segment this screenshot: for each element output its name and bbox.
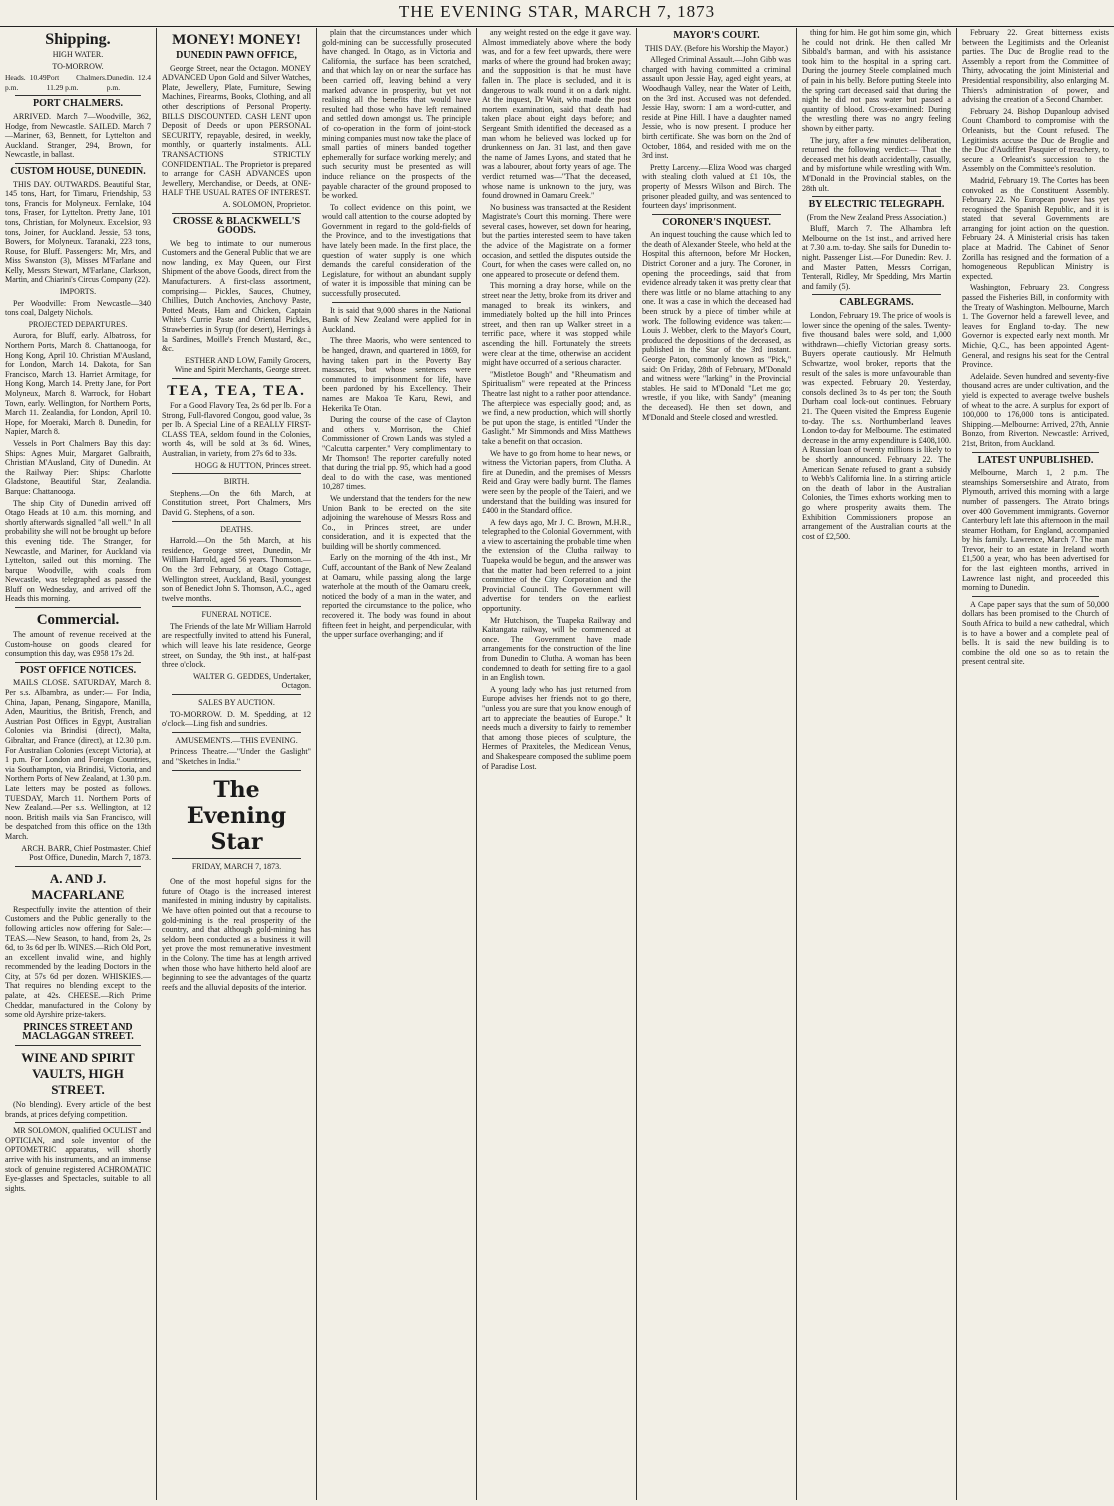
inquest-verdict-text: The jury, after a few minutes deliberation, returned the following verdict:— That the deceased met his death accidentally, casually, and by misfortune while wrestling with Wm. M'Donald in the Provincial stables, on the 28th ult. <box>802 135 951 193</box>
princes-street-heading: PRINCES STREET AND MACLAGGAN STREET. <box>22 1021 134 1043</box>
column-4 <box>477 28 636 1500</box>
coroners-inquest-heading: CORONER'S INQUEST. <box>662 216 771 228</box>
press-association-sub: (From the New Zealand Press Association.) <box>806 212 947 222</box>
imports-text: Per Woodville: From Newcastle—340 tons coal, Dalgety Nichols. <box>5 298 151 318</box>
newspaper-title: The Evening Star <box>186 776 287 855</box>
inquest-oamaru-text: any weight rested on the edge it gave way. Almost immediately above where the body was, and for a few feet upwards, there were marks of where the ground had broken away; and the supposition is that he must have fallen in. The place is secluded, and it is dangerous to walk round it on a dark night. At the inquest, Dr Wait, who made the post mortem examination, said that death had taken place about eight days before; and Sergeant Smith identified the deceased as a man whom he believed was locked up for drunkenness on Jan. 31 last, and then gave the name of James Lyons, and stated that he was a labourer, about forty years of age. The verdict returned was—"That the deceased, whose name is unknown to the jury, was found drowned in Oamaru Creek." <box>482 28 631 201</box>
column-6 <box>797 28 956 1500</box>
pawn-office-heading: DUNEDIN PAWN OFFICE, <box>176 50 297 61</box>
sales-by-auction-text: TO-MORROW. D. M. Spedding, at 12 o'clock—Ling fish and sundries. <box>162 709 311 729</box>
crosse-blackwell-heading: CROSSE & BLACKWELL'S GOODS. <box>172 215 301 237</box>
clutha-railway-news: A few days ago, Mr J. C. Brown, M.H.R., telegraphed to the Colonial Government, with a view to ascertaining the probable time when the extension of the Clutha railway to Tuapeka would be begun, and the answer was that the matter had been referred to a joint committee of the City Corporation and the Provincial Council. The Government will advertise for tenders on the earliest opportunity. <box>482 517 632 614</box>
tide-dunedin: Dunedin. 12.4 p.m. <box>106 73 151 92</box>
column-3 <box>317 28 476 1500</box>
solomon-oculist-text: MR SOLOMON, qualified OCULIST and OPTICIAN, and sole inventor of the OPTOMETRIC apparatus, will shortly arrive with his instruments, and an immense stock of genuine registered ACHROMATIC Eye-glasses and Spectacles, suitable to all sights. <box>5 1126 151 1193</box>
custom-house-text: THIS DAY. OUTWARDS. Beautiful Star, 145 tons, Hart, for Timaru, Friendship, 53 tons, Francis for Molyneux. Fernlake, 104 tons, Fraser, for Lyttelton. Pretty Jane, 101 tons, Christian, for Molyneux. Excelsior, 93 tons, Joiner, for Auckland. Jessie, 53 tons, Bowers, for Molyneux. Taranaki, 223 tons, Rouse, for Bluff. Passengers: Mr, Mrs, and Miss Swanston (3), Misses M'Farlane and Kelly, Messrs Stewart, M'Farlane, Clarkson, Martin, and Chiarini's Circus Company (22). <box>5 179 151 285</box>
leader-continued-text: plain that the circumstances under which gold-mining can be successfully prosecuted have changed. In Otago, as in Victoria and California, the surface has been scratched, and that which lay on or near the surface has been carried off, leaving behind a very marked advance in prosperity, but yet not realising all the benefits that would have resulted had those who have left remained and settled down amongst us. The principle of co-operation in the form of joint-stock mining companies must now take the place of small parties of miners banded together ephemerally for surface working merely; and such security must be presented as will induce reliance on the prospects of the payable character of the ground proposed to be worked. <box>322 28 471 201</box>
sales-by-auction-heading: SALES BY AUCTION. <box>198 698 275 708</box>
column-1 <box>0 28 156 1500</box>
post-office-heading: POST OFFICE NOTICES. <box>19 664 137 676</box>
wine-vaults-heading: WINE AND SPIRIT VAULTS, HIGH STREET. <box>21 1050 135 1098</box>
washington-melbourne-news-text: Washington, February 23. Congress passed the Fisheries Bill, in conformity with the Treaty of Washington. Melbourne, March 1. The Governor held a farewell levee, and leaves for England to-day. The new Governor is expected early next month. Mr Michie, Q.C., has been appointed Agent-General, and resigns his seat for the Central Province. <box>962 283 1109 370</box>
latest-unpublished-text: Melbourne, March 1, 2 p.m. The steamships Somersetshire and Atrato, from Plymouth, arrived this morning with a large number of passengers. The Atrato brings over 400 Government immigrants. Governor Canterbury left late this afternoon in the mail steamer Hotham, for England, accompanied by his family. Lawrence, March 7. The man Trevor, heir to an estate in Ireland worth £1,500 a year, who has been advertised for for the last eighteen months, arrived in Lawrence last night, and proceeded this morning to Dunedin. <box>962 468 1109 593</box>
issue-date: FRIDAY, MARCH 7, 1873. <box>191 861 282 871</box>
high-water-heading: HIGH WATER. <box>52 50 104 59</box>
column-2 <box>157 28 316 1500</box>
amusements-heading: AMUSEMENTS.—THIS EVENING. <box>175 735 298 745</box>
national-bank-news: It is said that 9,000 shares in the National Bank of New Zealand were applied for in Auckland. <box>322 305 471 334</box>
pawn-office-signature: A. SOLOMON, Proprietor. <box>222 199 311 209</box>
mayors-court-larceny-text: Pretty Larceny.—Eliza Wood was charged with stealing cloth valued at £1 10s, the property of Messrs Wilson and Birch. The prisoner pleaded guilty, and was sentenced to fourteen days' imprisonment. <box>642 162 791 211</box>
wine-vaults-text: (No blending). Every article of the best brands, at prices defying competition. <box>5 1100 151 1119</box>
coroners-inquest-text: An inquest touching the cause which led to the death of Alexander Steele, who held at the Hospital this afternoon, before Mr Hocken, District Coroner and a jury. The Coroner, in opening the proceedings, said that from evidence already taken it was pretty clear that there was little or no blame attaching to any one. It was a case in which the deceased had been struck by a piece of timber while at work. The following evidence was taken:— Louis J. Webber, clerk to the Mayor's Court, produced the depositions of the deceased, as published in the Star of the 3rd instant. George Paton, commonly known as "Pick," said: On Friday, 28th of February, M'Donald and witness were "larking" in the Provincial stables. He said to M'Donald "Let me go; wrestle, if you like, with Sandy" (meaning the deceased). He then set down, and M'Donald and Steele closed and wrestled. <box>642 230 792 422</box>
cablegrams-heading: CABLEGRAMS. <box>839 297 914 309</box>
railway-tenders-news: Mr Hutchison, the Tuapeka Railway and Kaitangata railway, will be commenced at once. The Government have made arrangements for the construction of the line from Dunedin to Clutha. A woman has been condemned to death for setting fire to a gaol in an English town. <box>482 615 631 683</box>
tea-text: For a Good Flavory Tea, 2s 6d per lb. For a Strong, Full-flavored Congou, good value, 3s per lb. A Special Line of a REALLY FIRST-CLASS TEA, seldom found in the Colonies, worth 4s, will be sold at 3s 6d. Wines, Australian, in variety, from 27s 6d to 33s. <box>162 401 311 458</box>
funeral-notice-signature: WALTER G. GEDDES, Undertaker, Octagon. <box>192 671 311 691</box>
deaths-text: Harrold.—On the 5th March, at his residence, George street, Dunedin, Mr William Harrold, aged 56 years. Thomson.—On the 3rd February, at Otago Cottage, Wellington street, Auckland, Basil, youngest son of Benedict John S. Thomson, A.C., aged twelve months. <box>162 536 311 603</box>
tide-heads: Heads. 10.49 p.m. <box>5 73 47 92</box>
chambord-news-text: February 24. Bishop Dupanloup advised Count Chambord to compromise with the Orleanists, but the Count refused. The Legitimists accuse the Duc de Broglie and the Duc d'Audiffret Pasquier of treachery, to secure a Orleanist's succession to the Assembly on the Committee's resolution. <box>962 106 1109 174</box>
funeral-notice-text: The Friends of the late Mr William Harrold are respectfully invited to attend his Funeral, which will leave his late residence, George street, on Sunday, the 9th inst., at half-past three o'clock. <box>162 621 311 670</box>
magistrate-court-news: No business was transacted at the Resident Magistrate's Court this morning. There were several cases, however, set down for hearing, but the parties interested seem to have taken the advice of the Magistrate on a former occasion, and settled the disputes outside the Court, for when the cases were called on, no one appeared to prosecute or defend them. <box>482 202 631 279</box>
cablegrams-text: London, February 19. The price of wools is lower since the opening of the sales. Twenty-five thousand bales were sold, and 1,000 withdrawn—chiefly Victorian greasy sorts. Buyers operate cautiously. Mr Helmuth Schwartze, wool broker, reports that the result of the sales is more unfavourable than was expected. February 20. Yesterday, consols declined 3s to 4s per ton; the South Durham coal lock-out continues. February 21. The Queen visited the Empress Eugenie to-day. The s.s. Northumberland leaves London to-day for Melbourne. The estimated decrease in the army expenditure is £408,100. A Russian loan of twenty millions is likely to be shortly announced. February 22. The American Senate refused to grant a subsidy to Webb's California line. In a stirring article on the death of labor in the Australian Colonies, the Times exhorts working men to go where prosperity awaits them. The Exhibition Commissioners propose an arrangement of the Australian courts at the cost of £2,500. <box>802 311 951 541</box>
column-5 <box>637 28 796 1500</box>
latest-unpublished-heading: LATEST UNPUBLISHED. <box>977 454 1094 466</box>
deaths-heading: DEATHS. <box>220 524 253 534</box>
imports-heading: IMPORTS. <box>59 287 97 297</box>
hogg-hutton-signature: HOGG & HUTTON, Princes street. <box>194 460 311 470</box>
crosse-blackwell-text: We beg to intimate to our numerous Customers and the General Public that we are now landing, ex May Queen, our First Shipment of the above Goods, direct from the Manufacturers. A first-class assortment, comprising— Pickles, Sauces, Chutney, Chillies, Dutch Anchovies, Anchovy Paste, Potted Meats, Ham and Chicken, Captain White's Currie Paste and Oriental Pickles, Strawberries in Syrup (for desert), Herrings à la Sardines, Moille's French Mustard, &c., &c. <box>162 238 311 354</box>
column-7 <box>957 28 1114 1500</box>
tea-heading: TEA, TEA, TEA. <box>167 383 306 399</box>
macfarlane-heading: A. AND J. MACFARLANE <box>31 870 125 902</box>
tide-port-chalmers: Port Chalmers. 11.29 p.m. <box>46 73 107 92</box>
shipping-heading: Shipping. <box>45 31 111 48</box>
tide-table <box>5 73 151 92</box>
port-chalmers-heading: PORT CHALMERS. <box>32 98 124 110</box>
cape-cathedral-text: A Cape paper says that the sum of 50,000 dollars has been promised to the Church of South Africa to build a new cathedral, which is to have a bower and a complete peal of bells. It is said the new building is to combine the old one so as to retain the present central site. <box>962 599 1109 667</box>
shipping-news-text: The ship City of Dunedin arrived off Otago Heads at 10 a.m. this morning, and shortly afterwards signalled "all well." In all probability she will not be brought up before this evening tide. The Stranger, for Newcastle, and Mariner, for Auckland via Lyttelton, sailed out this morning. The barque Woodville, with coals from Newcastle, was telegraphed as passed the Bluff on Wednesday, and arrived off the Heads this morning. <box>5 498 151 604</box>
union-bank-news: We understand that the tenders for the new Union Bank to be erected on the site adjoining the warehouse of Messrs Ross and Co., in Princes street, are under consideration, and it is expected that the building will be shortly commenced. <box>322 493 471 551</box>
europe-art-news: A young lady who has just returned from Europe advises her friends not to go there, "unless you are sure that you know enough of art to appreciate the beauties of Europe." It needs much a diversity to fairly to remember that among those pieces of sculpture, the Hermes of Praxiteles, the Medicean Venus, and Shakespeare composed the sublime poem of Paradise Lost. <box>482 684 631 771</box>
birth-text: Stephens.—On the 6th March, at Constitution street, Port Chalmers, Mrs David G. Stephens, of a son. <box>162 488 311 517</box>
inquest-continued-text: thing for him. He got him some gin, which he could not drink. He then called Mr Sibbald's barman, and with his assistance took him to the hospital in a spring cart. During the journey Steele complained much of pain in his belly. Before putting Steele into the spring cart deceased said that during the night he did not pass water but passed a quantity of blood. Cross-examined: During the wrestling there was no angry feeling shown by either party. <box>802 28 951 133</box>
telegraph-bluff-text: Bluff, March 7. The Alhambra left Melbourne on the 1st inst., and arrived here at 7.30 a.m. to-day. She sails for Dunedin to-night. Passenger List.—For Dunedin: Rev. J. and Master Patten, Messrs Corrigan, Tenterall, Ridley, Mr Spedding, Mrs Martin and family (5). <box>802 224 951 291</box>
leader-water-supply-text: To collect evidence on this point, we would call attention to the course adopted by Government in regard to the gold-fields of the Province, and to the investigations that have lately been made. In the first place, the question of water supply is one which demands the careful consideration of the Legislature, for without an abundant supply of water it is impossible that mining can be successfully prosecuted. <box>322 202 471 299</box>
oamaru-body-news: Early on the morning of the 4th inst., Mr Cuff, accountant of the Bank of New Zealand at Oamaru, while passing along the large waterhole at the mouth of the Oamaru creek, noticed the body of a man in the water, and reported the circumstance to the police, who recovered it. The body was found in about fifteen feet in height, and perpendicular, with the upper surface overhanging; and if <box>322 553 471 640</box>
money-heading: MONEY! MONEY! <box>172 32 301 48</box>
leader-article-text: One of the most hopeful signs for the future of Otago is the increased interest manifested in mining industry by capitalists. We have often pointed out that a recourse to gold-mining is the real prosperity of the country, and that although gold-mining has seldom been conducted as a business it will yet prove the most remunerative investment in the Colony. The time has at length arrived when those who have hitherto held aloof are beginning to see the advantages of the quartz reefs and the alluvial deposits of the interior. <box>162 877 311 992</box>
vessels-in-port-text: Vessels in Port Chalmers Bay this day: Ships: Agnes Muir, Margaret Galbraith, Christian M'Ausland, City of Dunedin. At the Railway Pier: Ships: Charlotte Gladstone, Beautiful Star, Zealandia. Barque: Chattanooga. <box>5 438 151 496</box>
custom-house-heading: CUSTOM HOUSE, DUNEDIN. <box>10 165 146 177</box>
post-office-signature: ARCH. BARR, Chief Postmaster. Chief Post Office, Dunedin, March 7, 1873. <box>21 843 151 863</box>
clayton-case-news: During the course of the case of Clayton and others v. Morrison, the Chief Commissioner of Crown Lands was styled a "Calcutta carpenter." Very complimentary to Mr Thomson! The reporter carefully noted that during the trial pp. 95, which had a good deal to do with the case, was mentioned 10,287 times. <box>322 415 471 492</box>
madrid-news-text: Madrid, February 19. The Cortes has been convoked as the Constituent Assembly. February 22. No European power has yet recognised the Spanish Republic, and it is stated that several Governments are arranging for joint action on the question. February 24. A Ministerial crisis has taken place at Madrid. The Cabinet of Senor Zorilla has resigned and the formation of a homogeneous Republican Ministry is expected. <box>962 175 1109 281</box>
masthead: THE EVENING STAR, MARCH 7, 1873 <box>0 0 1114 27</box>
adelaide-shipping-news-text: Adelaide. Seven hundred and seventy-five thousand acres are under cultivation, and the yield is expected to average twelve bushels of wheat to the acre. A surplus for export of 100,000 to 176,000 tons is anticipated. Shipping.—Melbourne: Arrived, 27th, Annie Bonzo, from Riverton. Newcastle: Arrived, 21st, Briton, from Auckland. <box>962 371 1109 448</box>
projected-departures-text: Aurora, for Bluff, early. Albatross, for Northern Ports, March 8. Chattanooga, for Hong Kong, April 10. Christian M'Ausland, for London, March 14. Dakota, for San Francisco, March 13. Harriet Armitage, for Hong Kong, March 14. Pretty Jane, for Port Molyneux, March 8. Warrock, for Hobart Town, early. Wellington, for Northern Ports, March 11. Zealandia, for London, April 10. Hope, for Moeraki, March 8. Dunedin, for Napier, March 8. <box>5 331 151 437</box>
post-office-text: MAILS CLOSE. SATURDAY, March 8. Per s.s. Albambra, as under:— For India, China, Japan, Penang, Singapore, Manilla, Aden, Mauritius, the British, French, and Austrian Post Offices in Egypt, Australian Colonies via Brindisi (direct), Malta, Gibraltar, and France (direct), at 12.30 p.m. For Australian Colonies (except Victoria), at 1 p.m. For London and Foreign Countries, via Southampton, via Brindisi, Victoria, and Northern Ports of New Zealand, at 1.30 p.m. Late letters may be posted as follows. TUESDAY, March 11. Northern Ports of New Zealand.—Per s.s. Wellington, at 12 noon. British mails via San Francisco, will be despatched from this office on the 13th March. <box>5 678 151 841</box>
mayors-court-heading: MAYOR'S COURT. <box>673 30 760 41</box>
tomorrow-label: TO-MORROW. <box>52 61 104 71</box>
funeral-notice-heading: FUNERAL NOTICE. <box>201 610 272 620</box>
maori-pardon-news: The three Maoris, who were sentenced to be hanged, drawn, and quartered in 1869, for having taken part in the Poverty Bay massacres, but whose sentences were commuted to imprisonment for life, have been pardoned by his Excellency. Their names are Makoa Te Karu, Rewi, and Hekerika Te Otan. <box>322 336 471 413</box>
commercial-text: The amount of revenue received at the Custom-house on goods cleared for consumption this day, was £958 17s 2d. <box>5 630 151 659</box>
commercial-heading: Commercial. <box>36 612 120 629</box>
pawn-office-text: George Street, near the Octagon. MONEY ADVANCED Upon Gold and Silver Watches, Plate, Jewellery, Plate, Furniture, Sewing Machines, Firearms, Books, Clothing, and all other descriptions of Personal Property. BILLS DISCOUNTED. CASH LENT upon Deposit of Deeds or upon PERSONAL SECURITY, repayable, desired, in weekly, monthly, or quarterly instalments. ALL TRANSACTIONS STRICTLY CONFIDENTIAL. The Proprietor is prepared to arrange for CASH ADVANCES upon Jewellery, Merchandise, or Deeds, at ONE-HALF THE USUAL RATES OF INTEREST. <box>162 63 311 198</box>
port-chalmers-text: ARRIVED. March 7—Woodville, 362, Hodge, from Newcastle. SAILED. March 7—Mariner, 63, Bennett, for Lyttelton and Auckland. Stranger, 294, Brown, for Newcastle, in ballast. <box>5 111 151 160</box>
princess-theatre-news: "Mistletoe Bough" and "Rheumatism and Spiritualism" were repeated at the Princess Theatre last night to a rather poor attendance. The afterpiece was especially good; and, as we find, a new production, which will shortly be put upon the stage, is entitled "Under the Gaslight." Mr Simmonds and Miss Matthews take a benefit on that occasion. <box>482 369 631 446</box>
fire-news: We have to go from home to hear news, or witness the Victorian papers, from Clutha. A fire at Dunedin, and the premises of Messrs Reid and Gray were badly burnt. The flames were seen by the people of the Taieri, and we understand that the building was insured for £400 in the Standard office. <box>482 448 631 516</box>
macfarlane-text: Respectfully invite the attention of their Customers and the Public generally to the following articles now offering for Sale:— TEAS.—New Season, to hand, from 2s, 2s 6d, to 3s 6d per lb. WINES.—Rich Old Port, an excellent invalid wine, and highly recommended by the leading Doctors in the City, at 57s 6d per dozen. WHISKIES.—That requires no blending except to the palate, at 42s. CHEESE.—Rich Prime Cheddar, manufactured in the Colony by some old Ayrshire prize-takers. <box>5 904 151 1020</box>
electric-telegraph-heading: BY ELECTRIC TELEGRAPH. <box>808 199 945 211</box>
birth-heading: BIRTH. <box>223 477 250 487</box>
mayors-court-assault-text: Alleged Criminal Assault.—John Gibb was charged with having committed a criminal assault upon Jessie Hay, aged eight years, at Woodhaugh Valley, near the Water of Leith, on the 3rd inst. Accused was not defended. Jessie Hay, sworn: I am a word-cutter, and reside at Pine Hill. I have a daughter named Jessie, who is now present. I produce her birth certificate. She was born on the 2nd of October, 1864, and resided with me on the 3rd inst. <box>642 55 791 161</box>
esther-low-signature: ESTHER AND LOW, Family Grocers, Wine and Spirit Merchants, George street. <box>174 355 311 375</box>
projected-departures-heading: PROJECTED DEPARTURES. <box>28 319 128 329</box>
amusements-text: Princess Theatre.—"Under the Gaslight" and "Sketches in India." <box>162 747 311 766</box>
mayors-court-sub: THIS DAY. (Before his Worship the Mayor.) <box>644 43 789 53</box>
runaway-horse-news: This morning a dray horse, while on the street near the Jetty, broke from its driver and managed to break its winkers, and immediately bolted up the hill into Princes street, and then ran up Walker street in a terrific pace, where it was stopped while ascending the hill. Fortunately the streets were clear at the time, otherwise an accident might have occurred of a serious character. <box>482 281 631 368</box>
france-news-text: February 22. Great bitterness exists between the Legitimists and the Orleanist parties. The Duc de Broglie read to the Assembly a report from the Committee of Thirty, advocating the joint Ministerial and Presidential responsibility, also enlarging M. Thiers's administration of power, and advising the creation of a Second Chamber. <box>962 28 1109 105</box>
